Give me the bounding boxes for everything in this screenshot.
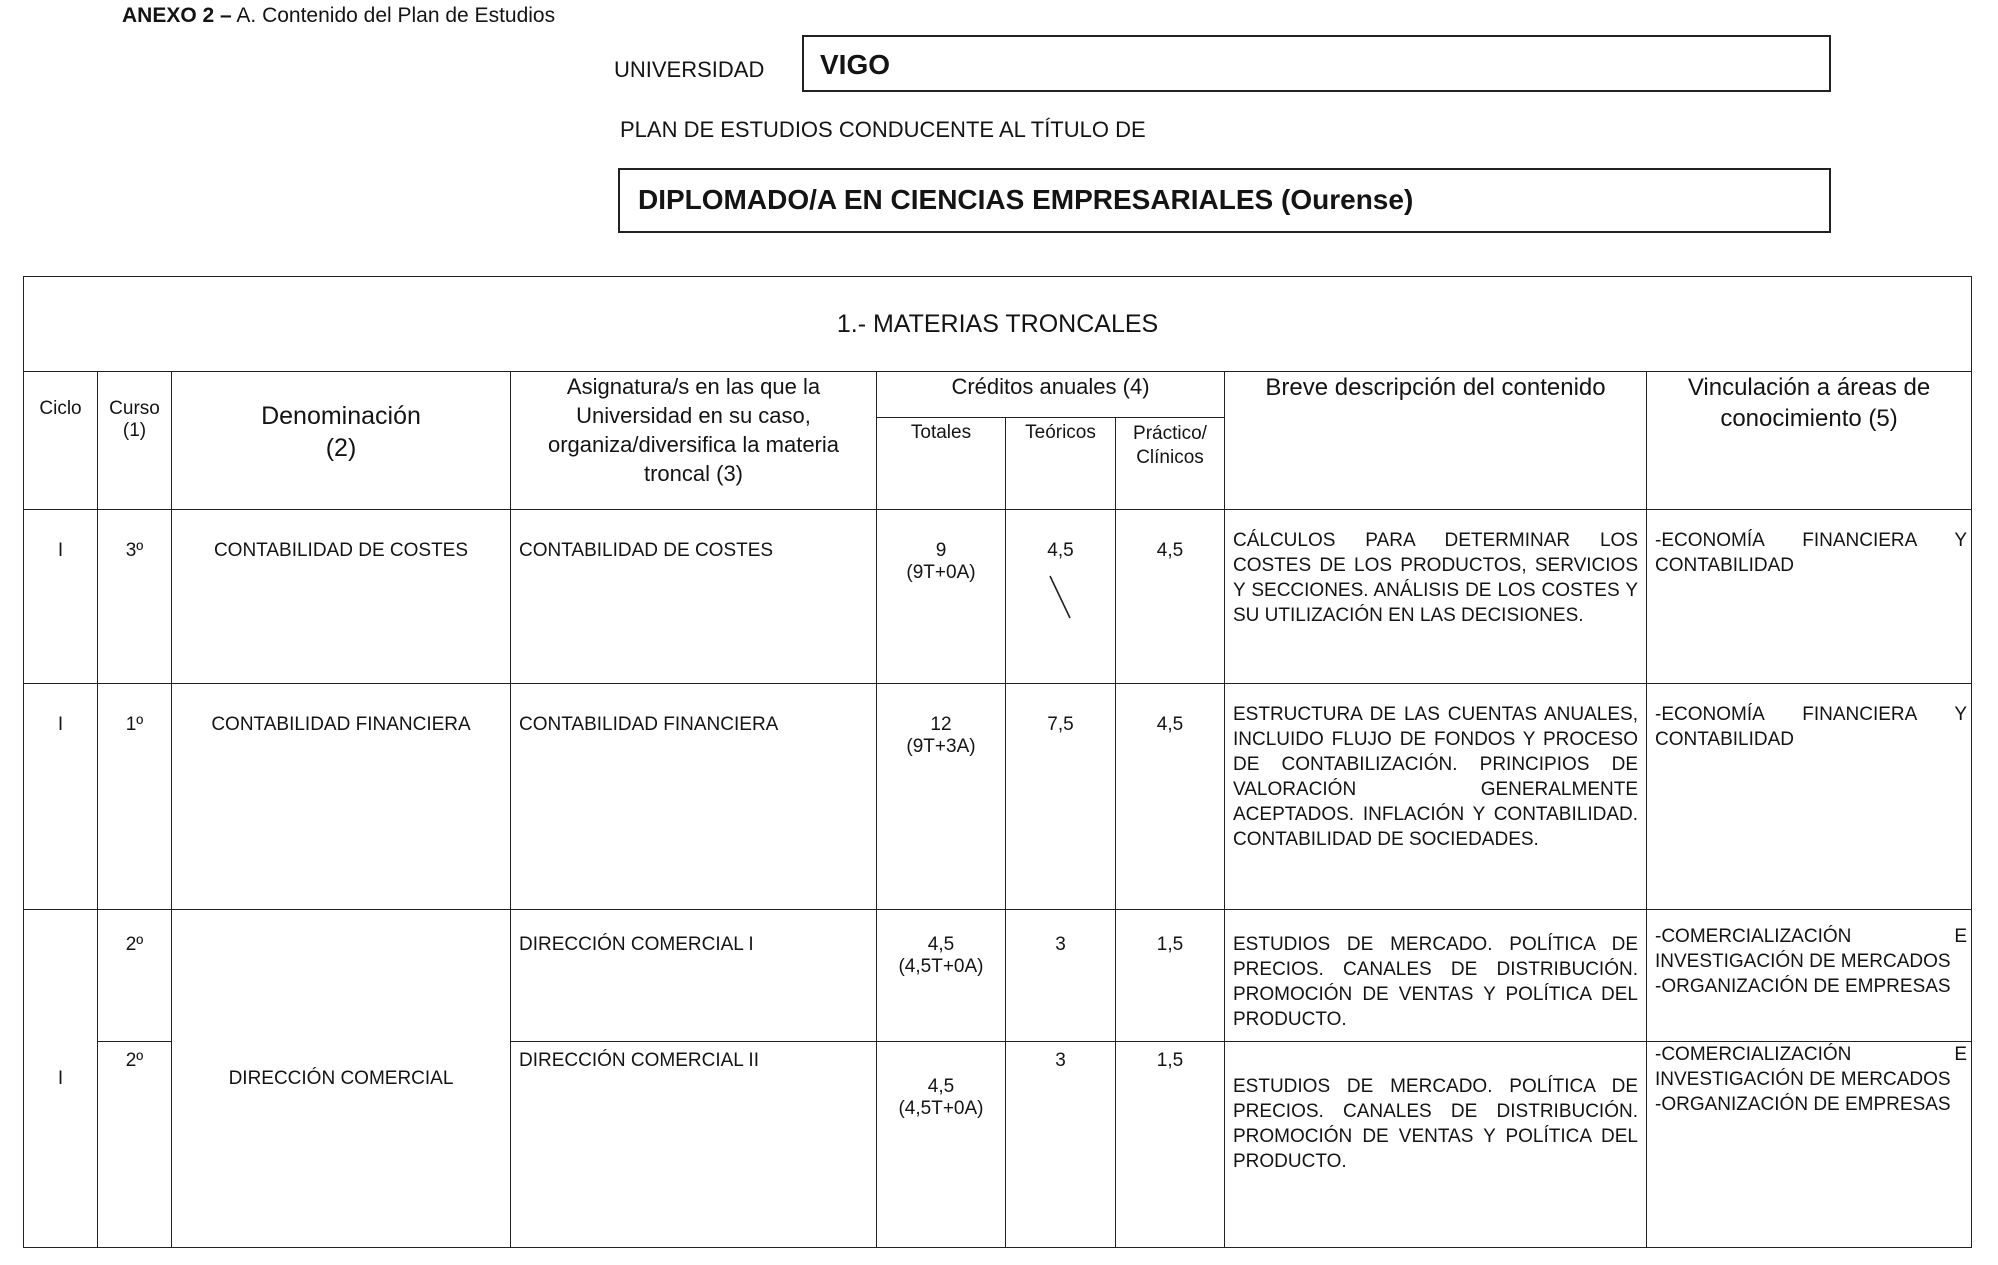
cell-vinculacion — [1647, 1042, 1972, 1248]
cell-curso: 2º — [98, 910, 172, 1042]
cell-practicos: 4,5 — [1116, 684, 1225, 910]
totales-detail: (4,5T+0A) — [898, 1098, 984, 1119]
header-totales: Totales — [877, 418, 1006, 510]
totales-value: 4,5 — [927, 934, 955, 955]
degree-title: DIPLOMADO/A EN CIENCIAS EMPRESARIALES (Ourense) — [638, 184, 1414, 215]
cell-asignatura: DIRECCIÓN COMERCIAL I — [511, 910, 877, 1042]
cell-totales — [877, 910, 1006, 1042]
cell-totales — [877, 684, 1006, 910]
header-practicos: Práctico/ Clínicos — [1116, 418, 1225, 510]
cell-descripcion: CÁLCULOS PARA DETERMINAR LOS COSTES DE LOS PRODUCTOS, SERVICIOS Y SECCIONES. ANÁLISIS DE LOS COSTES Y SU UTILIZACIÓN EN LAS DECISIONES. — [1225, 510, 1647, 684]
vinculacion-line: -ORGANIZACIÓN DE EMPRESAS — [1655, 1094, 1951, 1115]
degree-title-box — [618, 168, 1831, 233]
annex-label: ANEXO 2 – — [122, 4, 232, 27]
totales-detail: (4,5T+0A) — [898, 956, 984, 977]
header-curso-label: Curso — [109, 398, 160, 419]
cell-teoricos: 3 — [1006, 1042, 1116, 1248]
cell-teoricos — [1006, 510, 1116, 684]
plan-label: PLAN DE ESTUDIOS CONDUCENTE AL TÍTULO DE — [620, 117, 1146, 142]
subjects-table — [23, 276, 1972, 1248]
cell-teoricos: 7,5 — [1006, 684, 1116, 910]
header-denominacion-note: (2) — [325, 434, 357, 462]
cell-practicos: 1,5 — [1116, 910, 1225, 1042]
cell-curso: 2º — [98, 1042, 172, 1248]
header-creditos: Créditos anuales (4) — [877, 372, 1225, 418]
header-descripcion: Breve descripción del contenido — [1225, 372, 1647, 510]
vinculacion-line: -COMERCIALIZACIÓN E INVESTIGACIÓN DE MERCADOS — [1655, 926, 1968, 972]
cell-totales — [877, 510, 1006, 684]
header-teoricos: Teóricos — [1006, 418, 1116, 510]
cell-vinculacion: -ECONOMÍA FINANCIERA Y CONTABILIDAD — [1647, 510, 1972, 684]
cell-denominacion: CONTABILIDAD DE COSTES — [172, 510, 511, 684]
header-curso-note: (1) — [122, 420, 147, 441]
cell-ciclo: I — [24, 684, 98, 910]
cell-vinculacion: -ECONOMÍA FINANCIERA Y CONTABILIDAD — [1647, 684, 1972, 910]
cell-curso: 1º — [98, 684, 172, 910]
totales-value: 9 — [935, 540, 947, 561]
cell-denominacion: CONTABILIDAD FINANCIERA — [172, 684, 511, 910]
header-vinculacion: Vinculación a áreas de conocimiento (5) — [1647, 372, 1972, 510]
cell-descripcion: ESTUDIOS DE MERCADO. POLÍTICA DE PRECIOS. CANALES DE DISTRIBUCIÓN. PROMOCIÓN DE VENTAS Y POLÍTICA DEL PRODUCTO. — [1225, 1042, 1647, 1248]
cell-asignatura: DIRECCIÓN COMERCIAL II — [511, 1042, 877, 1248]
cell-curso: 3º — [98, 510, 172, 684]
totales-detail: (9T+3A) — [906, 736, 976, 757]
cell-descripcion: ESTRUCTURA DE LAS CUENTAS ANUALES, INCLUIDO FLUJO DE FONDOS Y PROCESO DE CONTABILIZACIÓN. PRINCIPIOS DE VALORACIÓN GENERALMENTE ACEPTADOS. INFLACIÓN Y CONTABILIDAD. CONTABILIDAD DE SOCIEDADES. — [1225, 684, 1647, 910]
annex-heading — [122, 4, 555, 28]
university-value: VIGO — [820, 49, 891, 80]
handwritten-stroke — [1046, 574, 1076, 622]
totales-value: 4,5 — [927, 1076, 955, 1097]
cell-practicos: 1,5 — [1116, 1042, 1225, 1248]
teoricos-value: 4,5 — [1047, 540, 1074, 561]
section-title: 1.- MATERIAS TRONCALES — [24, 277, 1972, 372]
vinculacion-line: -ORGANIZACIÓN DE EMPRESAS — [1655, 976, 1951, 997]
university-label: UNIVERSIDAD — [614, 57, 765, 82]
totales-value: 12 — [930, 714, 952, 735]
cell-teoricos: 3 — [1006, 910, 1116, 1042]
cell-denominacion: DIRECCIÓN COMERCIAL — [172, 910, 511, 1248]
cell-practicos: 4,5 — [1116, 510, 1225, 684]
cell-descripcion: ESTUDIOS DE MERCADO. POLÍTICA DE PRECIOS. CANALES DE DISTRIBUCIÓN. PROMOCIÓN DE VENTAS Y POLÍTICA DEL PRODUCTO. — [1225, 910, 1647, 1042]
cell-ciclo: I — [24, 510, 98, 684]
table-row — [24, 684, 1972, 910]
annex-title: A. Contenido del Plan de Estudios — [231, 4, 556, 27]
totales-detail: (9T+0A) — [906, 562, 976, 583]
header-denominacion — [172, 372, 511, 510]
cell-asignatura: CONTABILIDAD FINANCIERA — [511, 684, 877, 910]
header-denominacion-label: Denominación — [261, 402, 421, 430]
cell-ciclo: I — [24, 910, 98, 1248]
cell-vinculacion — [1647, 910, 1972, 1042]
university-box — [802, 35, 1831, 92]
table-row — [24, 510, 1972, 684]
vinculacion-line: -COMERCIALIZACIÓN E INVESTIGACIÓN DE MERCADOS — [1655, 1044, 1968, 1090]
header-curso — [98, 372, 172, 510]
header-ciclo: Ciclo — [24, 372, 98, 510]
table-row — [24, 910, 1972, 1042]
cell-asignatura: CONTABILIDAD DE COSTES — [511, 510, 877, 684]
cell-totales — [877, 1042, 1006, 1248]
header-asignatura: Asignatura/s en las que la Universidad en su caso, organiza/diversifica la materia troncal (3) — [511, 372, 877, 510]
